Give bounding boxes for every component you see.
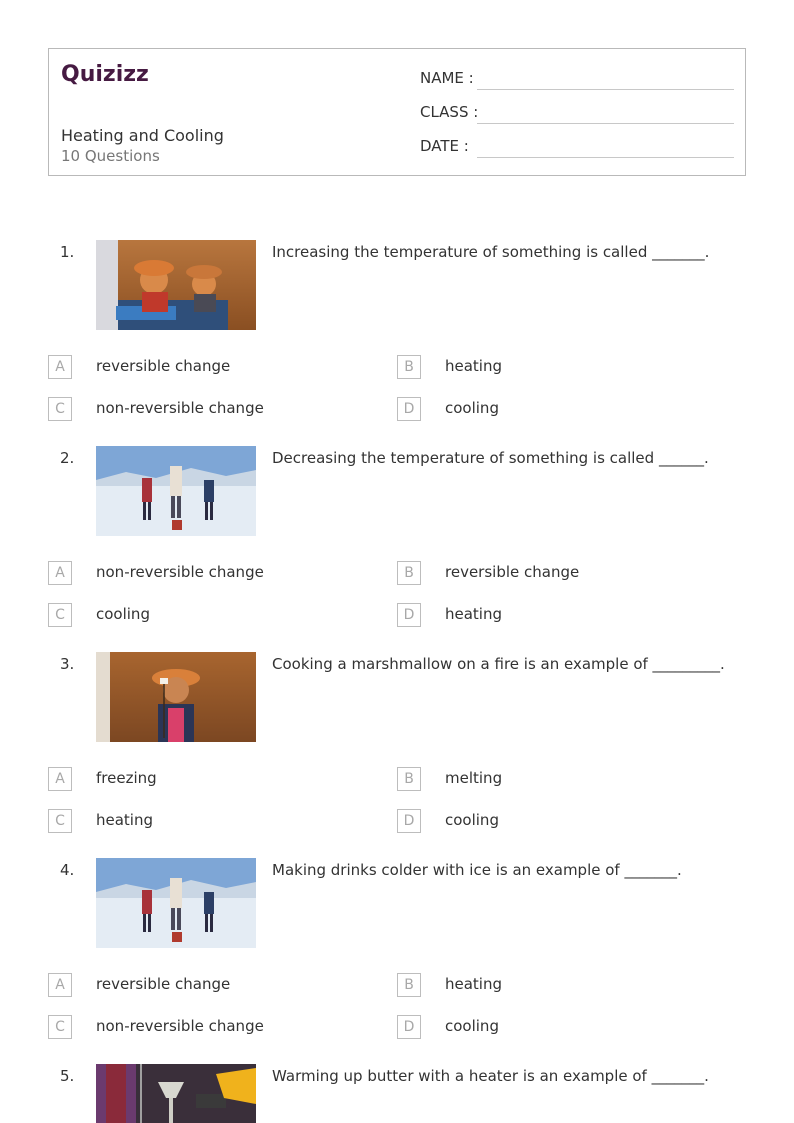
option-letter: D [397, 1015, 421, 1039]
option-text: reversible change [96, 357, 231, 375]
date-line[interactable] [477, 157, 734, 158]
question-count: 10 Questions [61, 147, 160, 165]
option-letter: B [397, 767, 421, 791]
name-line[interactable] [477, 89, 734, 90]
option-text: heating [445, 357, 503, 375]
question-number: 2. [60, 449, 75, 467]
option-letter: B [397, 561, 421, 585]
quizizz-logo [61, 59, 153, 87]
worksheet-header [48, 48, 746, 176]
question-image [96, 1064, 256, 1123]
worksheet-title: Heating and Cooling [61, 126, 224, 145]
option-letter: C [48, 603, 72, 627]
option-text: non-reversible change [96, 563, 264, 581]
option-letter: A [48, 973, 72, 997]
option-text: heating [96, 811, 154, 829]
question-text: Making drinks colder with ice is an example of _______. [272, 861, 682, 879]
question-image [96, 858, 256, 948]
option-text: freezing [96, 769, 157, 787]
question-image [96, 446, 256, 536]
option-text: heating [445, 975, 503, 993]
option-text: cooling [445, 399, 499, 417]
question-number: 5. [60, 1067, 75, 1085]
question-text: Increasing the temperature of something is called _______. [272, 243, 710, 261]
option-text: non-reversible change [96, 1017, 264, 1035]
class-line[interactable] [477, 123, 734, 124]
name-label: NAME : [420, 69, 474, 87]
question-number: 1. [60, 243, 75, 261]
question-text: Cooking a marshmallow on a fire is an example of _________. [272, 655, 725, 673]
option-text: non-reversible change [96, 399, 264, 417]
option-text: cooling [445, 811, 499, 829]
date-label: DATE : [420, 137, 469, 155]
option-letter: C [48, 1015, 72, 1039]
option-letter: A [48, 355, 72, 379]
option-letter: D [397, 603, 421, 627]
option-text: cooling [96, 605, 150, 623]
svg-text:Quizizz: Quizizz [61, 62, 149, 87]
option-letter: B [397, 973, 421, 997]
option-letter: A [48, 767, 72, 791]
option-text: melting [445, 769, 503, 787]
option-text: reversible change [96, 975, 231, 993]
question-number: 3. [60, 655, 75, 673]
question-text: Decreasing the temperature of something is called ______. [272, 449, 709, 467]
option-letter: D [397, 809, 421, 833]
question-number: 4. [60, 861, 75, 879]
option-letter: C [48, 809, 72, 833]
option-text: heating [445, 605, 503, 623]
question-text: Warming up butter with a heater is an example of _______. [272, 1067, 709, 1085]
option-letter: C [48, 397, 72, 421]
class-label: CLASS : [420, 103, 479, 121]
name-field[interactable] [420, 69, 734, 93]
date-field[interactable] [420, 137, 734, 161]
class-field[interactable] [420, 103, 734, 127]
option-text: reversible change [445, 563, 580, 581]
option-letter: D [397, 397, 421, 421]
question-image [96, 652, 256, 742]
question-image [96, 240, 256, 330]
option-letter: B [397, 355, 421, 379]
option-letter: A [48, 561, 72, 585]
option-text: cooling [445, 1017, 499, 1035]
